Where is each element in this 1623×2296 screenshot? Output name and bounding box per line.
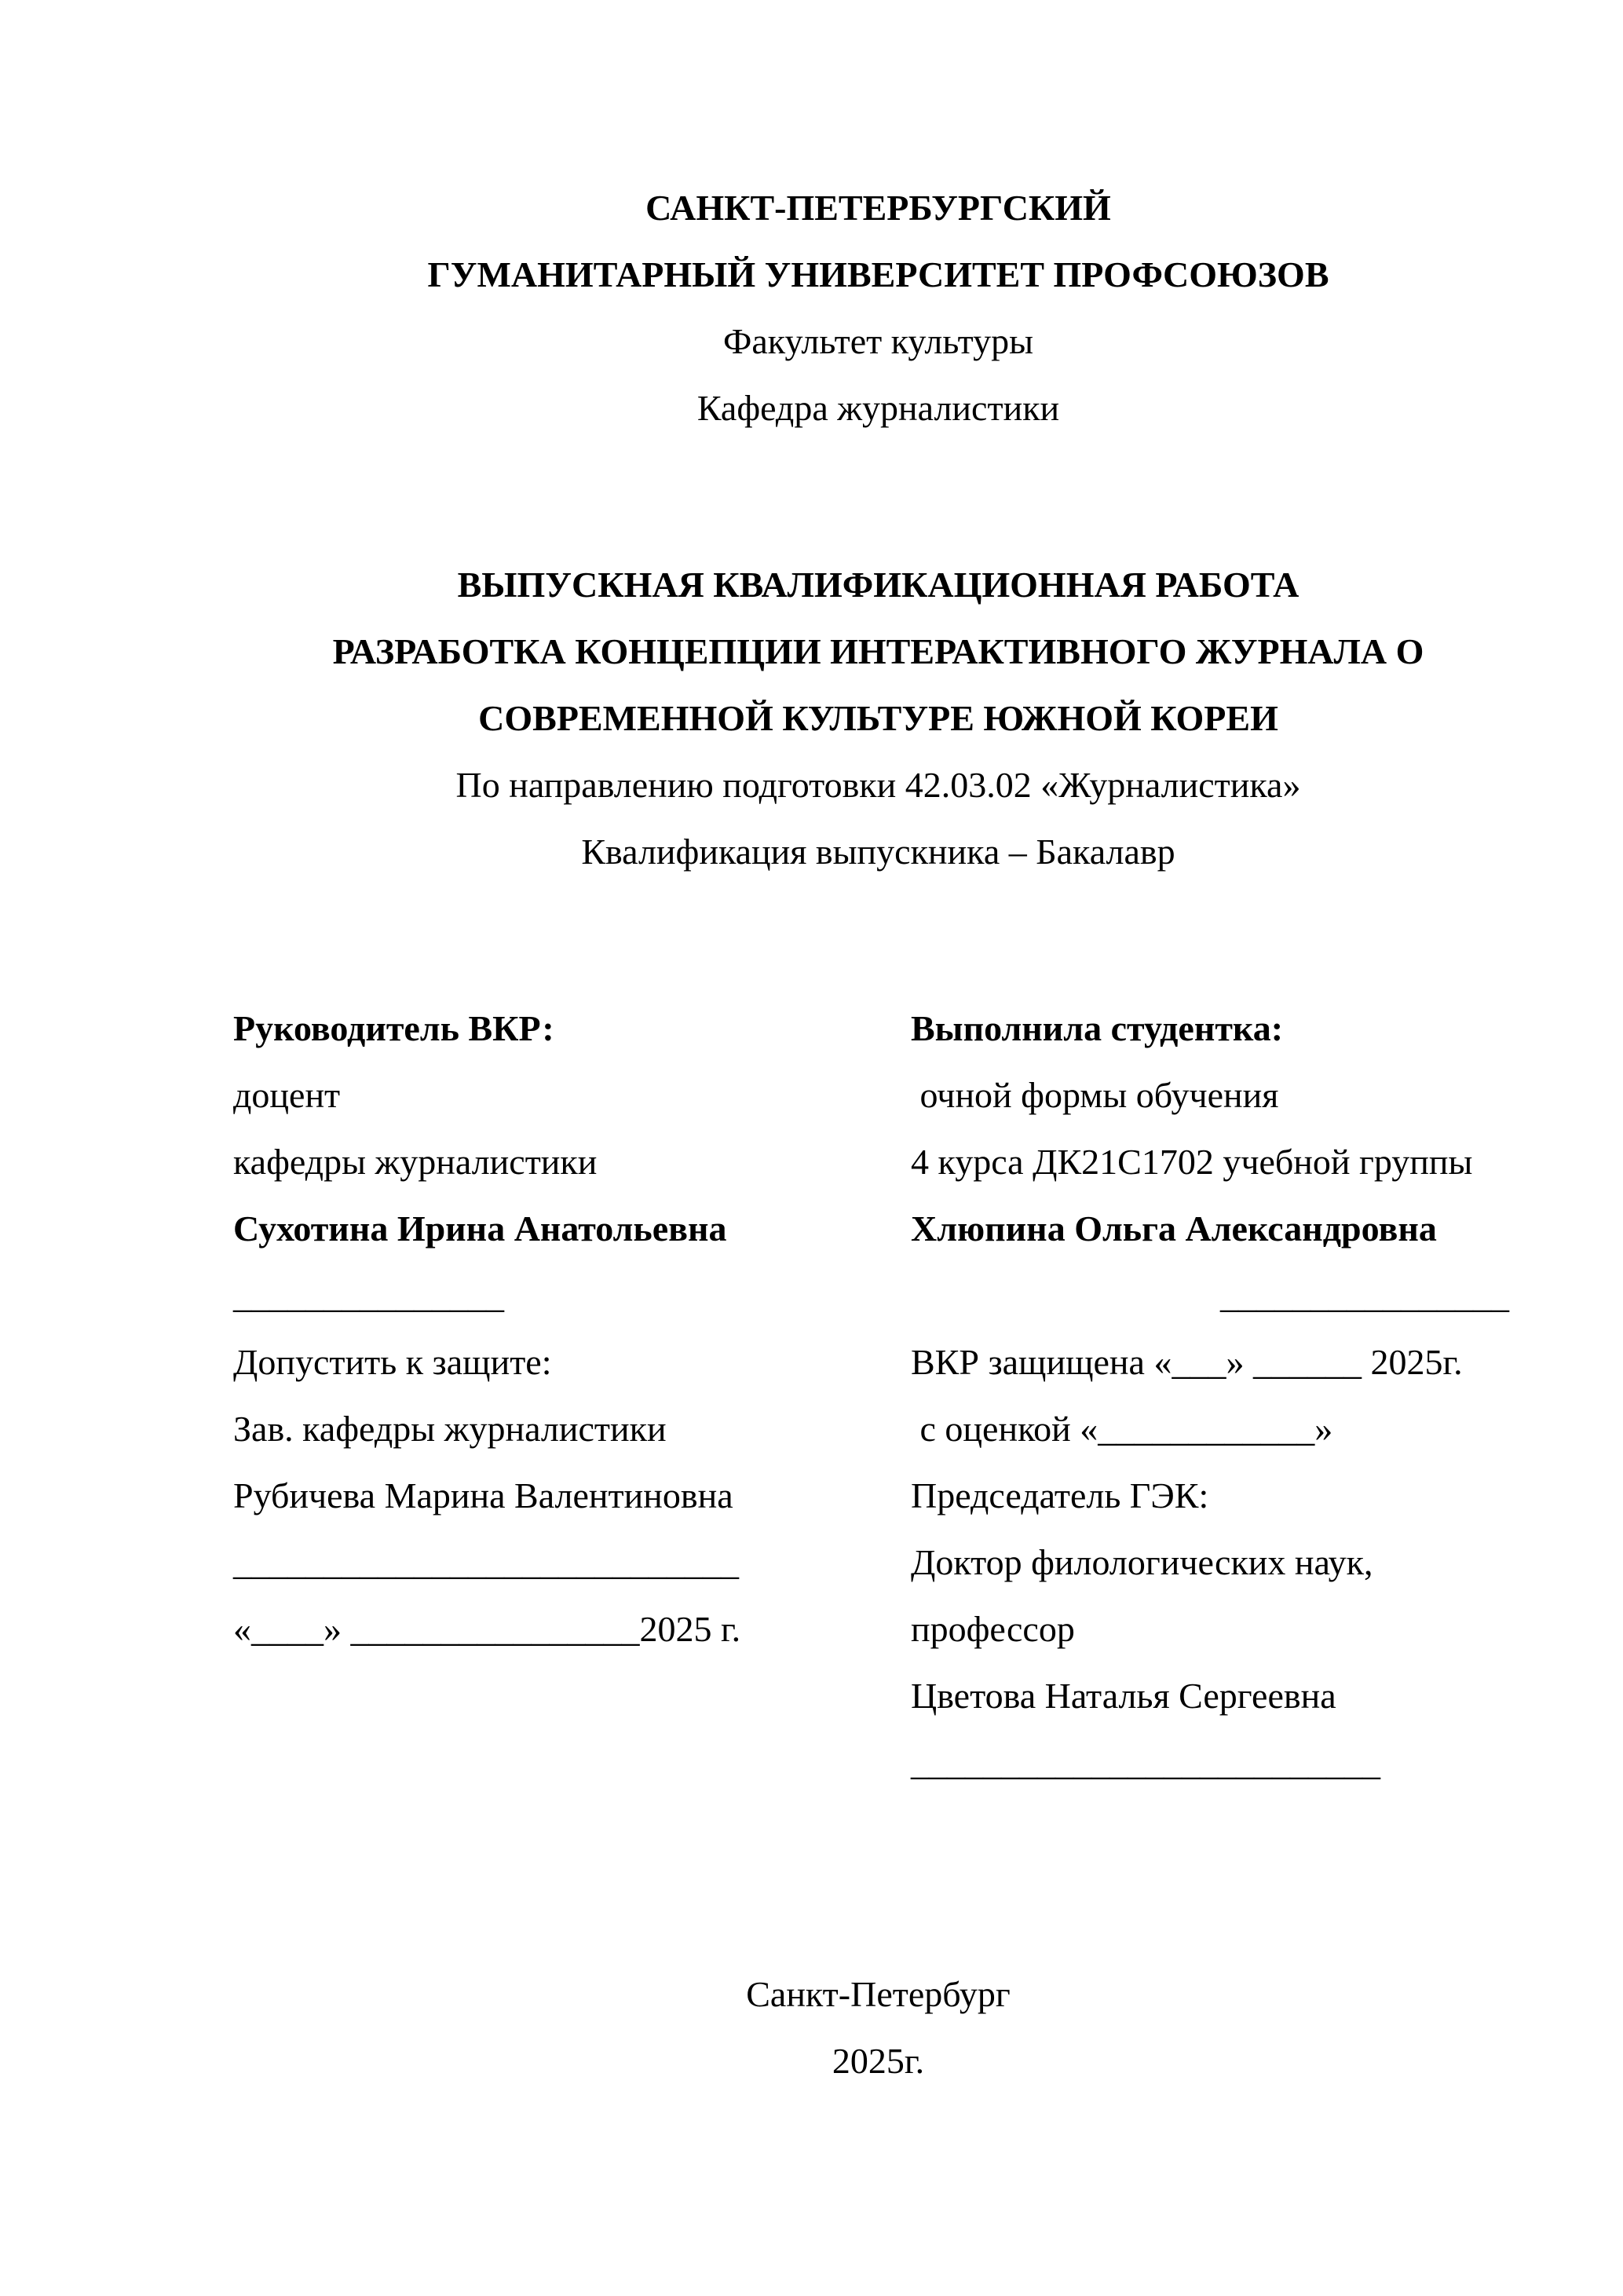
grade-line: с оценкой «____________» <box>911 1409 1333 1449</box>
student-group: 4 курса ДК21С1702 учебной группы <box>911 1142 1473 1182</box>
work-type: ВЫПУСКНАЯ КВАЛИФИКАЦИОННАЯ РАБОТА <box>457 565 1299 605</box>
admit-date-line: «____» ________________2025 г. <box>233 1609 741 1649</box>
student-name: Хлюпина Ольга Александровна <box>911 1208 1437 1249</box>
university-name-line1: САНКТ-ПЕТЕРБУРГСКИЙ <box>645 188 1111 228</box>
signatures-section <box>233 995 1523 1796</box>
student-column <box>911 995 1523 1796</box>
defense-date-line: ВКР защищена «___» ______ 2025г. <box>911 1342 1463 1382</box>
footer-city: Санкт-Петербург <box>746 1974 1011 2014</box>
supervisor-position-line2: кафедры журналистики <box>233 1142 598 1182</box>
committee-chair-name: Цветова Наталья Сергеевна <box>911 1676 1336 1716</box>
student-study-form: очной формы обучения <box>911 1075 1279 1115</box>
department-head-signature-line: ____________________________ <box>233 1542 739 1582</box>
supervisor-position-line1: доцент <box>233 1075 341 1115</box>
program-direction: По направлению подготовки 42.03.02 «Журналистика» <box>455 765 1301 805</box>
department-head-position: Зав. кафедры журналистики <box>233 1409 667 1449</box>
footer-block <box>233 1961 1523 2094</box>
faculty-name: Факультет культуры <box>723 321 1033 361</box>
footer-year: 2025г. <box>832 2041 925 2081</box>
supervisor-signature-line: _______________ <box>233 1275 504 1315</box>
university-header <box>233 174 1523 441</box>
committee-chair-title: профессор <box>911 1609 1075 1649</box>
supervisor-column <box>233 995 911 1796</box>
department-name: Кафедра журналистики <box>696 388 1060 428</box>
supervisor-name: Сухотина Ирина Анатольевна <box>233 1208 727 1249</box>
department-head-name: Рубичева Марина Валентиновна <box>233 1475 733 1515</box>
committee-chair-degree: Доктор филологических наук, <box>911 1542 1373 1582</box>
university-name-line2: ГУМАНИТАРНЫЙ УНИВЕРСИТЕТ ПРОФСОЮЗОВ <box>427 254 1329 294</box>
work-title-block <box>233 551 1523 885</box>
work-title-line2: СОВРЕМЕННОЙ КУЛЬТУРЕ ЮЖНОЙ КОРЕИ <box>478 698 1278 738</box>
admit-heading: Допустить к защите: <box>233 1342 552 1382</box>
qualification-level: Квалификация выпускника – Бакалавр <box>581 832 1175 872</box>
work-title-line1: РАЗРАБОТКА КОНЦЕПЦИИ ИНТЕРАКТИВНОГО ЖУРНАЛА О <box>332 631 1424 671</box>
student-signature-line: ________________ <box>1220 1275 1509 1315</box>
committee-heading: Председатель ГЭК: <box>911 1475 1209 1515</box>
student-heading: Выполнила студентка: <box>911 1008 1284 1048</box>
committee-chair-signature-line: __________________________ <box>911 1742 1380 1782</box>
supervisor-heading: Руководитель ВКР: <box>233 1008 554 1048</box>
